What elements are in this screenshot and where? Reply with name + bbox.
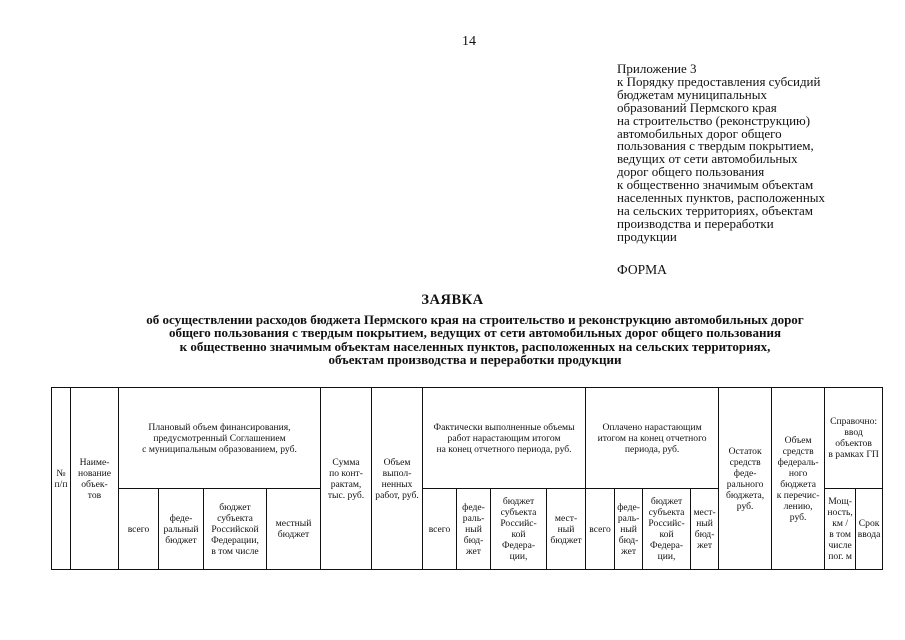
federal-transfer-header	[772, 388, 825, 570]
text-line: Приложение 3	[617, 61, 697, 76]
header-line: Остаток	[728, 445, 762, 457]
contract-sum-header	[321, 388, 372, 570]
header-line: субъекта	[648, 507, 685, 518]
text-line: продукции	[617, 228, 677, 244]
header-line: бюд-	[694, 529, 715, 540]
header-line: пог. м	[828, 551, 852, 562]
header-line: всего	[589, 523, 611, 535]
header-line: №	[56, 467, 66, 479]
reference-header	[825, 388, 883, 489]
header-line: Мощ-	[828, 496, 852, 507]
actual-total-header	[423, 489, 457, 570]
header-line: бюджета,	[726, 489, 765, 501]
header-line: всего	[127, 523, 150, 535]
header-line: к перечис-	[776, 489, 820, 501]
header-line: Наиме-	[79, 456, 110, 468]
header-line: ный	[696, 518, 713, 529]
text-line: ведущих от сети автомобильных	[617, 151, 798, 167]
header-line: работ, руб.	[375, 489, 419, 501]
header-line: субъекта	[500, 507, 537, 518]
header-line: кой	[659, 529, 674, 540]
header-line: рактам,	[330, 478, 362, 490]
header-line: кой	[511, 529, 526, 540]
header-line: ральный	[163, 523, 199, 535]
application-table	[51, 387, 883, 570]
header-line: бюд-	[618, 534, 639, 546]
header-line: ность,	[827, 507, 853, 518]
header-line: бюд-	[463, 534, 484, 546]
col-name-header	[71, 388, 119, 570]
header-line: с муниципальным образованием, руб.	[142, 443, 297, 455]
text-line: общего пользования с твердым покрытием, ведущих от сети автомобильных дорог общего пользования	[168, 325, 782, 341]
header-line: по конт-	[329, 467, 363, 479]
header-line: рального	[726, 478, 764, 490]
header-line: бюджет	[502, 496, 535, 507]
header-line: средств	[729, 456, 761, 468]
header-line: Федерации,	[211, 534, 259, 546]
actual-work-header	[423, 388, 586, 489]
header-line: Оплачено нарастающим	[602, 421, 702, 433]
header-line: Объем	[383, 456, 411, 468]
header-line: Фактически выполненные объемы	[433, 421, 575, 433]
text-line: к Порядку предоставления субсидий	[617, 73, 821, 89]
text-line: населенных пунктов, расположенных	[617, 190, 826, 206]
header-line: ный	[620, 523, 637, 535]
header-line: средств	[782, 445, 814, 457]
header-line: субъекта	[217, 512, 253, 524]
header-line: руб.	[736, 500, 754, 512]
header-line: объектов	[835, 438, 872, 449]
header-line: ного	[788, 467, 808, 479]
header-line: Федера-	[501, 540, 536, 551]
header-line: ный	[465, 523, 482, 535]
header-line: лению,	[783, 500, 813, 512]
header-line: руб.	[789, 511, 807, 523]
header-line: периода, руб.	[624, 443, 680, 455]
actual-regional-header	[491, 489, 547, 570]
header-line: нование	[77, 467, 112, 479]
header-line: выпол-	[382, 467, 412, 479]
header-line: тов	[87, 489, 102, 501]
planned-regional-header	[204, 489, 267, 570]
header-line: Российс-	[648, 518, 685, 529]
page-number: 14	[462, 34, 476, 49]
text-line: пользования с твердым покрытием,	[617, 138, 814, 154]
header-line: ный	[557, 523, 575, 535]
planned-total-header	[119, 489, 159, 570]
header-line: жет	[466, 545, 481, 557]
text-line: к общественно значимым объектам населенных пунктов, расположенных на сельских территориях,	[179, 338, 771, 354]
header-line: Российс-	[500, 518, 537, 529]
header-line: мест-	[693, 507, 716, 518]
document-subtitle	[60, 313, 890, 367]
header-line: работ нарастающим итогом	[447, 432, 561, 444]
header-line: всего	[428, 523, 451, 535]
header-line: Российской	[211, 523, 259, 535]
header-line: итогом на конец отчетного	[597, 432, 707, 444]
planned-federal-header	[159, 489, 204, 570]
header-line: бюджет	[277, 529, 310, 540]
document-title: ЗАЯВКА	[421, 292, 484, 308]
header-line: объек-	[81, 478, 108, 490]
actual-local-header	[547, 489, 586, 570]
federal-balance-header	[719, 388, 772, 570]
header-line: в рамках ГП	[828, 449, 879, 460]
header-line: Справочно:	[830, 416, 878, 427]
text-line: на сельских территориях, объектам	[617, 202, 814, 218]
reference-capacity-header	[825, 489, 856, 570]
text-line: производства и переработки	[617, 215, 774, 231]
paid-total-header	[586, 489, 615, 570]
header-line: жет	[621, 545, 637, 557]
header-line: феде-	[169, 512, 193, 524]
header-line: числе	[828, 540, 852, 551]
header-line: на конец отчетного периода, руб.	[436, 443, 572, 455]
appendix-block	[617, 63, 897, 244]
text-line: автомобильных дорог общего	[617, 125, 782, 141]
header-line: бюджет	[550, 534, 582, 546]
planned-financing-header	[119, 388, 321, 489]
header-line: Срок	[858, 518, 880, 529]
header-line: феде-	[462, 501, 485, 513]
header-line: жет	[697, 540, 713, 551]
header-line: ввод	[844, 427, 863, 438]
text-line: на строительство (реконструкцию)	[617, 112, 811, 128]
header-line: Федера-	[650, 540, 684, 551]
header-line: тыс. руб.	[327, 489, 365, 501]
header-line: ции,	[657, 551, 676, 562]
header-line: в том числе	[211, 545, 259, 557]
actual-federal-header	[457, 489, 491, 570]
text-line: об осуществлении расходов бюджета Пермского края на строительство и реконструкцию автомобильных дорог	[146, 312, 804, 327]
text-line: бюджетам муниципальных	[617, 86, 767, 102]
form-label: ФОРМА	[617, 262, 667, 277]
header-line: бюджет	[219, 501, 251, 513]
text-line: дорог общего пользования	[617, 164, 765, 180]
header-line: раль-	[617, 512, 640, 524]
header-line: феде-	[733, 467, 757, 479]
header-line: Плановый объем финансирования,	[148, 421, 291, 433]
text-line: образований Пермского края	[617, 99, 777, 115]
header-line: федераль-	[777, 456, 819, 468]
header-line: п/п	[54, 478, 68, 490]
header-line: Сумма	[332, 456, 360, 468]
work-volume-header	[372, 388, 423, 570]
header-line: бюджет	[650, 496, 683, 507]
header-line: раль-	[462, 512, 485, 524]
planned-local-header	[267, 489, 321, 570]
header-line: Объем	[784, 434, 812, 446]
header-line: феде-	[617, 501, 640, 513]
text-line: к общественно значимым объектам	[617, 177, 814, 193]
header-line: ции,	[509, 551, 528, 562]
paid-regional-header	[643, 489, 691, 570]
header-line: бюджета	[780, 478, 816, 490]
reference-deadline-header	[856, 489, 883, 570]
header-line: в том	[829, 529, 851, 540]
col-number-header	[52, 388, 71, 570]
paid-local-header	[691, 489, 719, 570]
header-line: ненных	[381, 478, 413, 490]
text-line: объектам производства и переработки продукции	[328, 352, 622, 368]
header-line: км /	[832, 518, 848, 529]
header-line: местный	[275, 518, 312, 529]
header-line: бюджет	[165, 534, 197, 546]
paid-federal-header	[615, 489, 643, 570]
header-line: предусмотренный Соглашением	[153, 432, 286, 444]
header-line: мест-	[554, 512, 578, 524]
paid-header	[586, 388, 719, 489]
header-line: ввода	[857, 529, 881, 540]
